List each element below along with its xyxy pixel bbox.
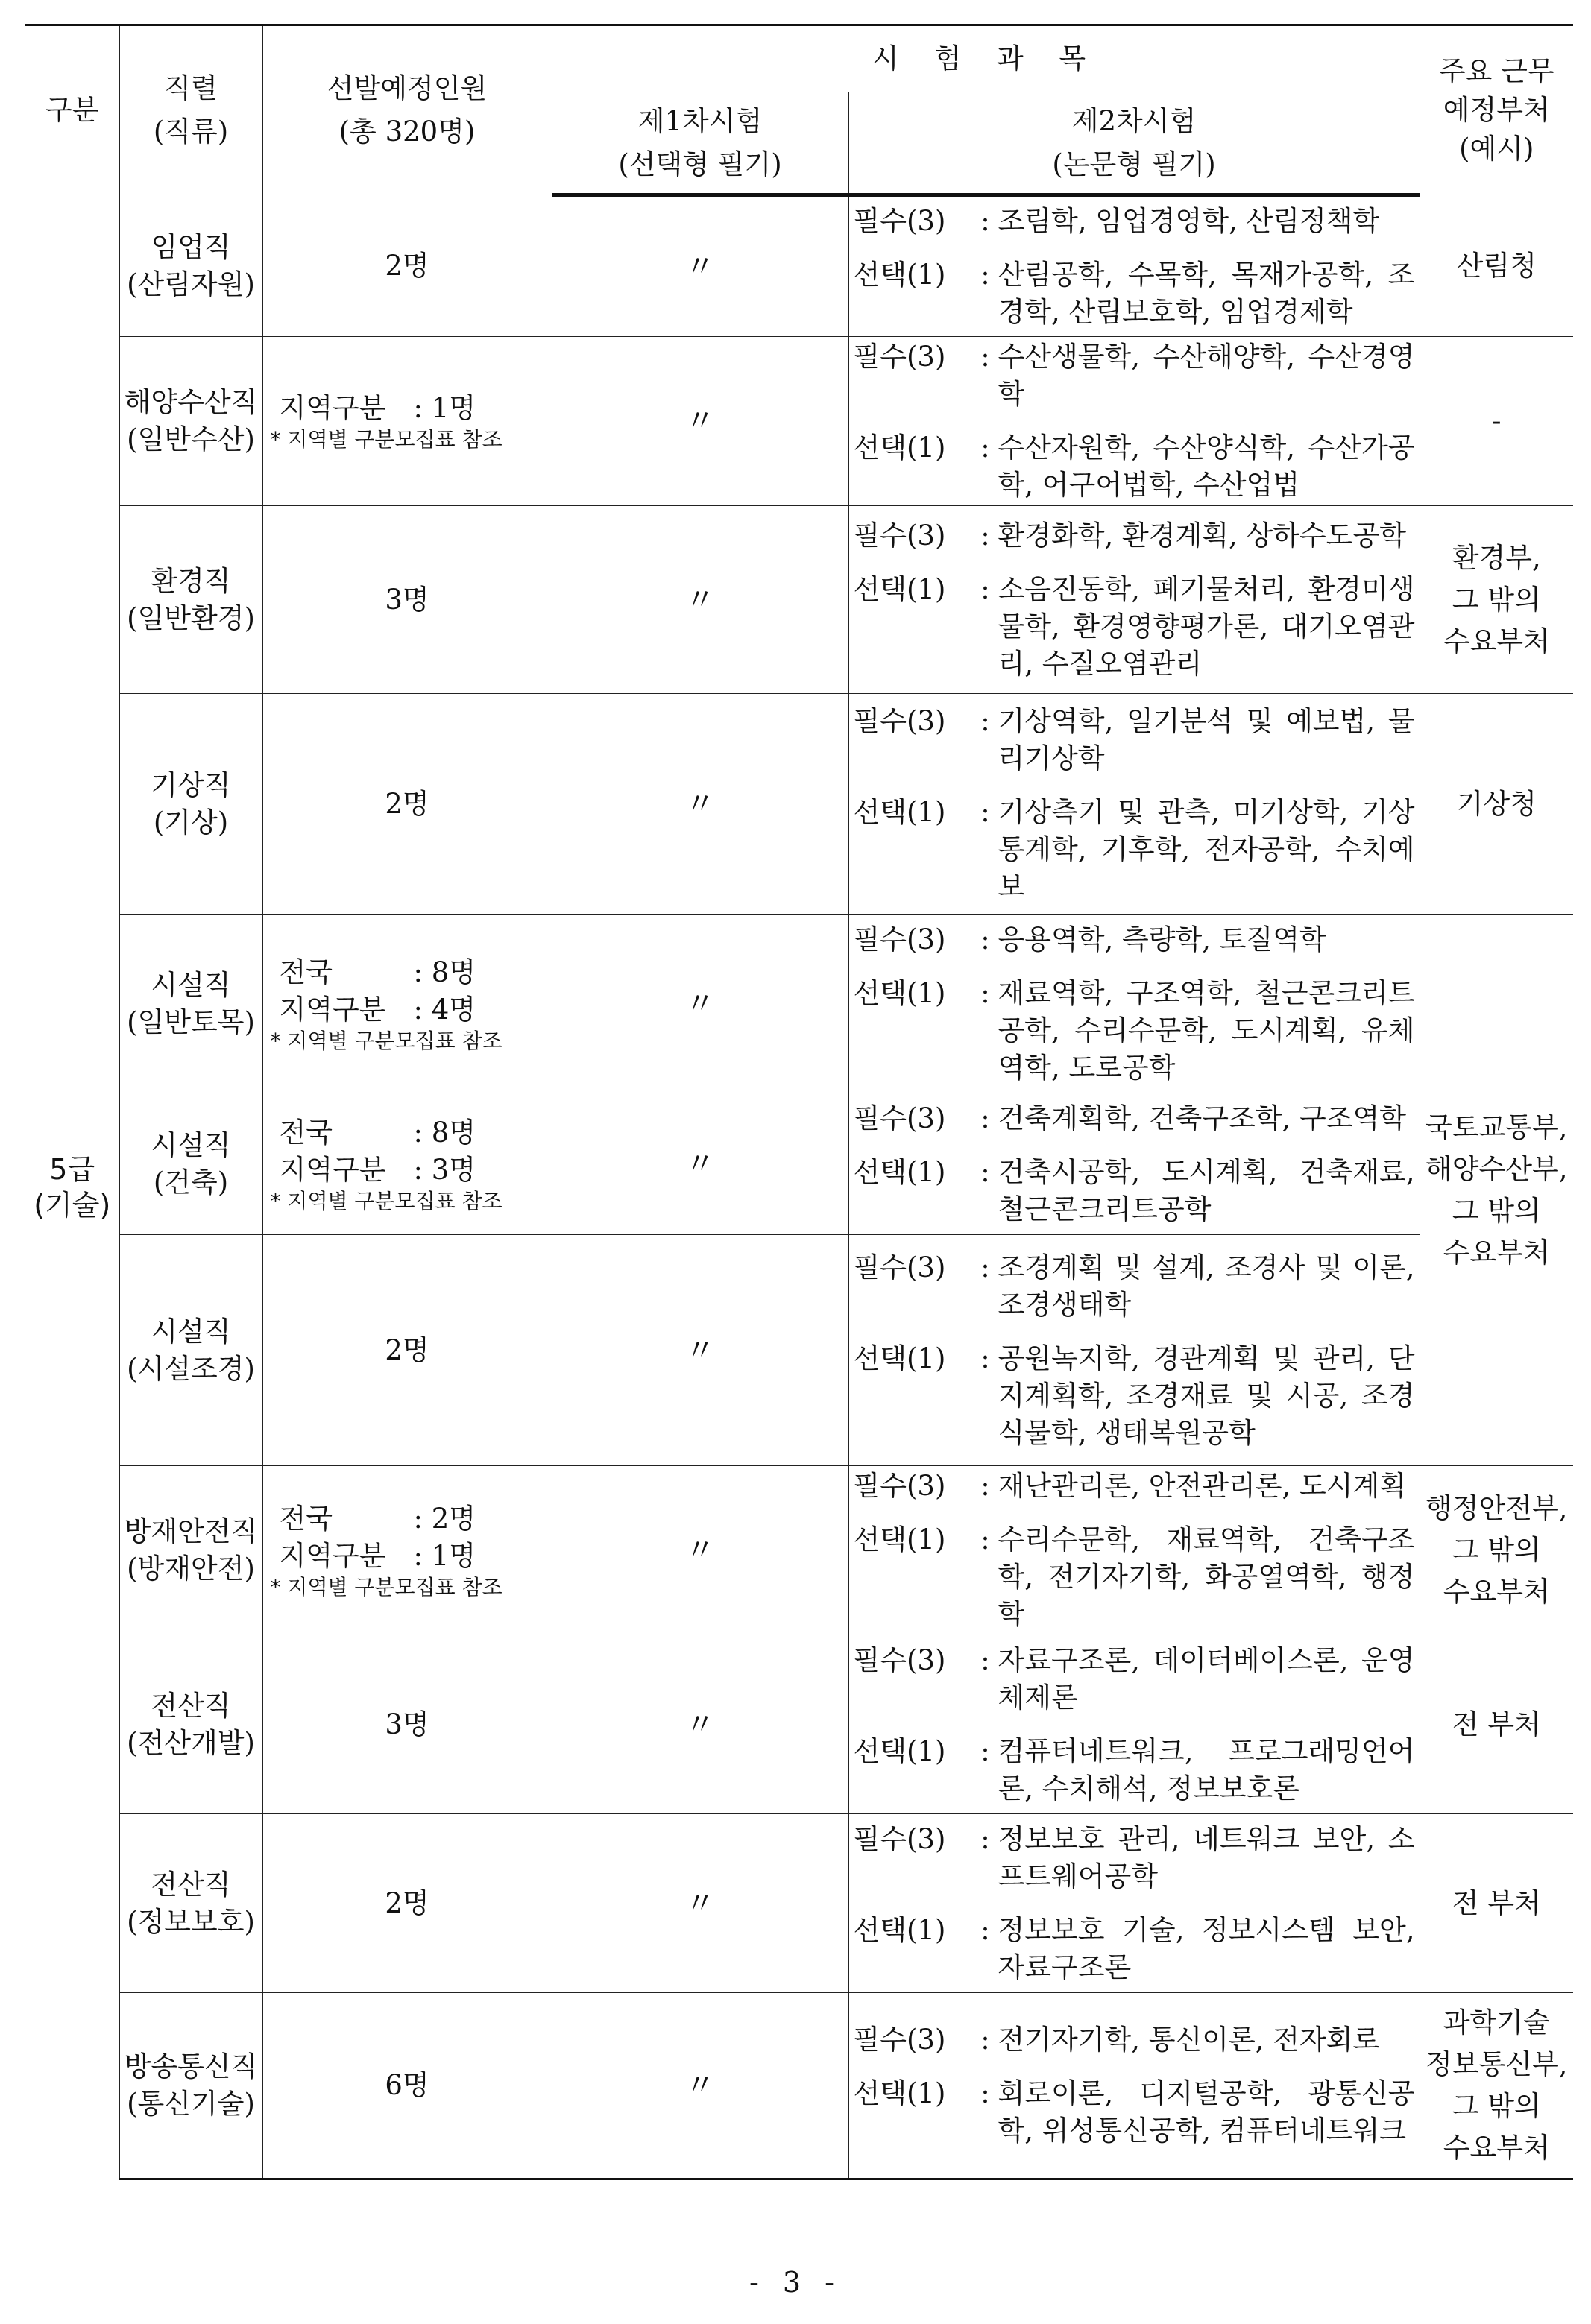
job-cell: 시설직 (건축)	[119, 1093, 262, 1235]
exam2-subjects-cell	[848, 195, 1420, 337]
exam1-ditto-mark: 〃	[552, 337, 848, 506]
elective-subjects: 선택(1) : 산림공학, 수목학, 목재가공학, 조경학, 산림보호학, 임업경제학	[853, 258, 1415, 328]
exam2-subjects-cell	[848, 1235, 1420, 1466]
exam1-ditto-mark: 〃	[552, 915, 848, 1093]
exam2-subjects-cell	[848, 506, 1420, 694]
table-row	[25, 337, 1573, 506]
quota-cell: 2명	[262, 195, 552, 337]
elective-subjects: 선택(1) : 건축시공학, 도시계획, 건축재료, 철근콘크리트공학	[853, 1155, 1415, 1225]
exam1-ditto-mark: 〃	[552, 1814, 848, 1993]
quota-line: 지역구분 : 4명	[279, 993, 476, 1026]
table-row	[25, 1235, 1573, 1466]
exam1-ditto-mark: 〃	[552, 1466, 848, 1635]
exam-subjects-table	[25, 24, 1573, 2180]
quota-cell	[262, 1093, 552, 1235]
job-cell: 방송통신직 (통신기술)	[119, 1993, 262, 2179]
job-cell: 방재안전직 (방재안전)	[119, 1466, 262, 1635]
job-cell: 환경직 (일반환경)	[119, 506, 262, 694]
exam1-ditto-mark: 〃	[552, 694, 848, 915]
job-cell: 해양수산직 (일반수산)	[119, 337, 262, 506]
quota-note: * 지역별 구분모집표 참조	[270, 427, 502, 452]
table-row	[25, 1466, 1573, 1635]
required-subjects: 필수(3) : 재난관리론, 안전관리론, 도시계획	[853, 1470, 1406, 1502]
quota-line: 지역구분 : 1명	[279, 392, 476, 424]
elective-subjects: 선택(1) : 기상측기 및 관측, 미기상학, 기상통계학, 기후학, 전자공학, 수치예보	[853, 795, 1415, 903]
required-subjects: 필수(3) : 조림학, 임업경영학, 산림정책학	[853, 204, 1380, 237]
office-cell: 과학기술 정보통신부, 그 밖의 수요부처	[1420, 1993, 1573, 2179]
office-cell: -	[1420, 337, 1573, 506]
job-cell: 시설직 (일반토목)	[119, 915, 262, 1093]
quota-cell: 2명	[262, 1814, 552, 1993]
job-cell: 전산직 (정보보호)	[119, 1814, 262, 1993]
quota-cell: 2명	[262, 694, 552, 915]
job-cell: 시설직 (시설조경)	[119, 1235, 262, 1466]
exam1-ditto-mark: 〃	[552, 195, 848, 337]
table-row	[25, 506, 1573, 694]
table-body	[25, 195, 1573, 2179]
header-job: 직렬 (직류)	[119, 25, 262, 195]
required-subjects: 필수(3) : 정보보호 관리, 네트워크 보안, 소프트웨어공학	[853, 1822, 1415, 1892]
header-office: 주요 근무 예정부처 (예시)	[1420, 25, 1573, 195]
required-subjects: 필수(3) : 응용역학, 측량학, 토질역학	[853, 923, 1326, 956]
quota-line: 지역구분 : 1명	[279, 1540, 476, 1572]
elective-subjects: 선택(1) : 공원녹지학, 경관계획 및 관리, 단지계획학, 조경재료 및 시공, 조경식물학, 생태복원공학	[853, 1342, 1415, 1449]
exam1-ditto-mark: 〃	[552, 1235, 848, 1466]
exam2-subjects-cell	[848, 1814, 1420, 1993]
office-cell: 전 부처	[1420, 1635, 1573, 1814]
exam1-ditto-mark: 〃	[552, 506, 848, 694]
exam2-subjects-cell	[848, 337, 1420, 506]
elective-subjects: 선택(1) : 수리수문학, 재료역학, 건축구조학, 전기자기학, 화공열역학, 행정학	[853, 1523, 1415, 1630]
required-subjects: 필수(3) : 기상역학, 일기분석 및 예보법, 물리기상학	[853, 704, 1415, 774]
quota-cell: 2명	[262, 1235, 552, 1466]
elective-subjects: 선택(1) : 수산자원학, 수산양식학, 수산가공학, 어구어법학, 수산업법	[853, 432, 1415, 501]
exam2-subjects-cell	[848, 694, 1420, 915]
table-row	[25, 694, 1573, 915]
table-row	[25, 195, 1573, 337]
quota-cell	[262, 337, 552, 506]
office-cell: 기상청	[1420, 694, 1573, 915]
quota-cell	[262, 1466, 552, 1635]
exam1-ditto-mark: 〃	[552, 1635, 848, 1814]
elective-subjects: 선택(1) : 컴퓨터네트워크, 프로그래밍언어론, 수치해석, 정보보호론	[853, 1734, 1415, 1804]
office-cell: 국토교통부, 해양수산부, 그 밖의 수요부처	[1420, 915, 1573, 1466]
table-row	[25, 1635, 1573, 1814]
required-subjects: 필수(3) : 조경계획 및 설계, 조경사 및 이론, 조경생태학	[853, 1251, 1415, 1321]
quota-cell: 6명	[262, 1993, 552, 2179]
job-cell: 기상직 (기상)	[119, 694, 262, 915]
exam1-ditto-mark: 〃	[552, 1093, 848, 1235]
required-subjects: 필수(3) : 환경화학, 환경계획, 상하수도공학	[853, 519, 1406, 552]
exam2-subjects-cell	[848, 1635, 1420, 1814]
required-subjects: 필수(3) : 수산생물학, 수산해양학, 수산경영학	[853, 341, 1415, 410]
elective-subjects: 선택(1) : 정보보호 기술, 정보시스템 보안, 자료구조론	[853, 1913, 1415, 1983]
header-exam1: 제1차시험 (선택형 필기)	[552, 92, 848, 195]
quota-cell	[262, 915, 552, 1093]
office-cell: 환경부, 그 밖의 수요부처	[1420, 506, 1573, 694]
quota-note: * 지역별 구분모집표 참조	[270, 1028, 502, 1053]
table-row	[25, 1993, 1573, 2179]
exam1-ditto-mark: 〃	[552, 1993, 848, 2179]
quota-line: 전국 : 8명	[279, 1116, 476, 1149]
header-rank: 구분	[25, 25, 119, 195]
table-header	[25, 25, 1573, 195]
elective-subjects: 선택(1) : 재료역학, 구조역학, 철근콘크리트공학, 수리수문학, 도시계획, 유체역학, 도로공학	[853, 976, 1415, 1084]
page-number: - 3 -	[749, 2266, 842, 2299]
table-row	[25, 1814, 1573, 1993]
header-exam2: 제2차시험 (논문형 필기)	[848, 92, 1420, 195]
job-cell: 임업직 (산림자원)	[119, 195, 262, 337]
table-row	[25, 915, 1573, 1093]
office-cell: 산림청	[1420, 195, 1573, 337]
required-subjects: 필수(3) : 건축계획학, 건축구조학, 구조역학	[853, 1102, 1406, 1134]
rank-cell: 5급 (기술)	[25, 195, 119, 2179]
exam2-subjects-cell	[848, 915, 1420, 1093]
quota-note: * 지역별 구분모집표 참조	[270, 1188, 502, 1213]
elective-subjects: 선택(1) : 회로이론, 디지털공학, 광통신공학, 위성통신공학, 컴퓨터네트워크	[853, 2077, 1415, 2147]
elective-subjects: 선택(1) : 소음진동학, 폐기물처리, 환경미생물학, 환경영향평가론, 대기오염관리, 수질오염관리	[853, 572, 1415, 680]
office-cell: 전 부처	[1420, 1814, 1573, 1993]
exam2-subjects-cell	[848, 1093, 1420, 1235]
quota-line: 전국 : 2명	[279, 1503, 476, 1535]
table-row	[25, 1093, 1573, 1235]
quota-cell: 3명	[262, 1635, 552, 1814]
exam2-subjects-cell	[848, 1466, 1420, 1635]
header-subjects: 시 험 과 목	[552, 25, 1420, 92]
job-cell: 전산직 (전산개발)	[119, 1635, 262, 1814]
quota-note: * 지역별 구분모집표 참조	[270, 1575, 502, 1600]
header-quota: 선발예정인원 (총 320명)	[262, 25, 552, 195]
quota-cell: 3명	[262, 506, 552, 694]
required-subjects: 필수(3) : 자료구조론, 데이터베이스론, 운영체제론	[853, 1643, 1415, 1714]
quota-line: 전국 : 8명	[279, 956, 476, 988]
quota-line: 지역구분 : 3명	[279, 1153, 476, 1186]
exam2-subjects-cell	[848, 1993, 1420, 2179]
office-cell: 행정안전부, 그 밖의 수요부처	[1420, 1466, 1573, 1635]
required-subjects: 필수(3) : 전기자기학, 통신이론, 전자회로	[853, 2024, 1380, 2056]
